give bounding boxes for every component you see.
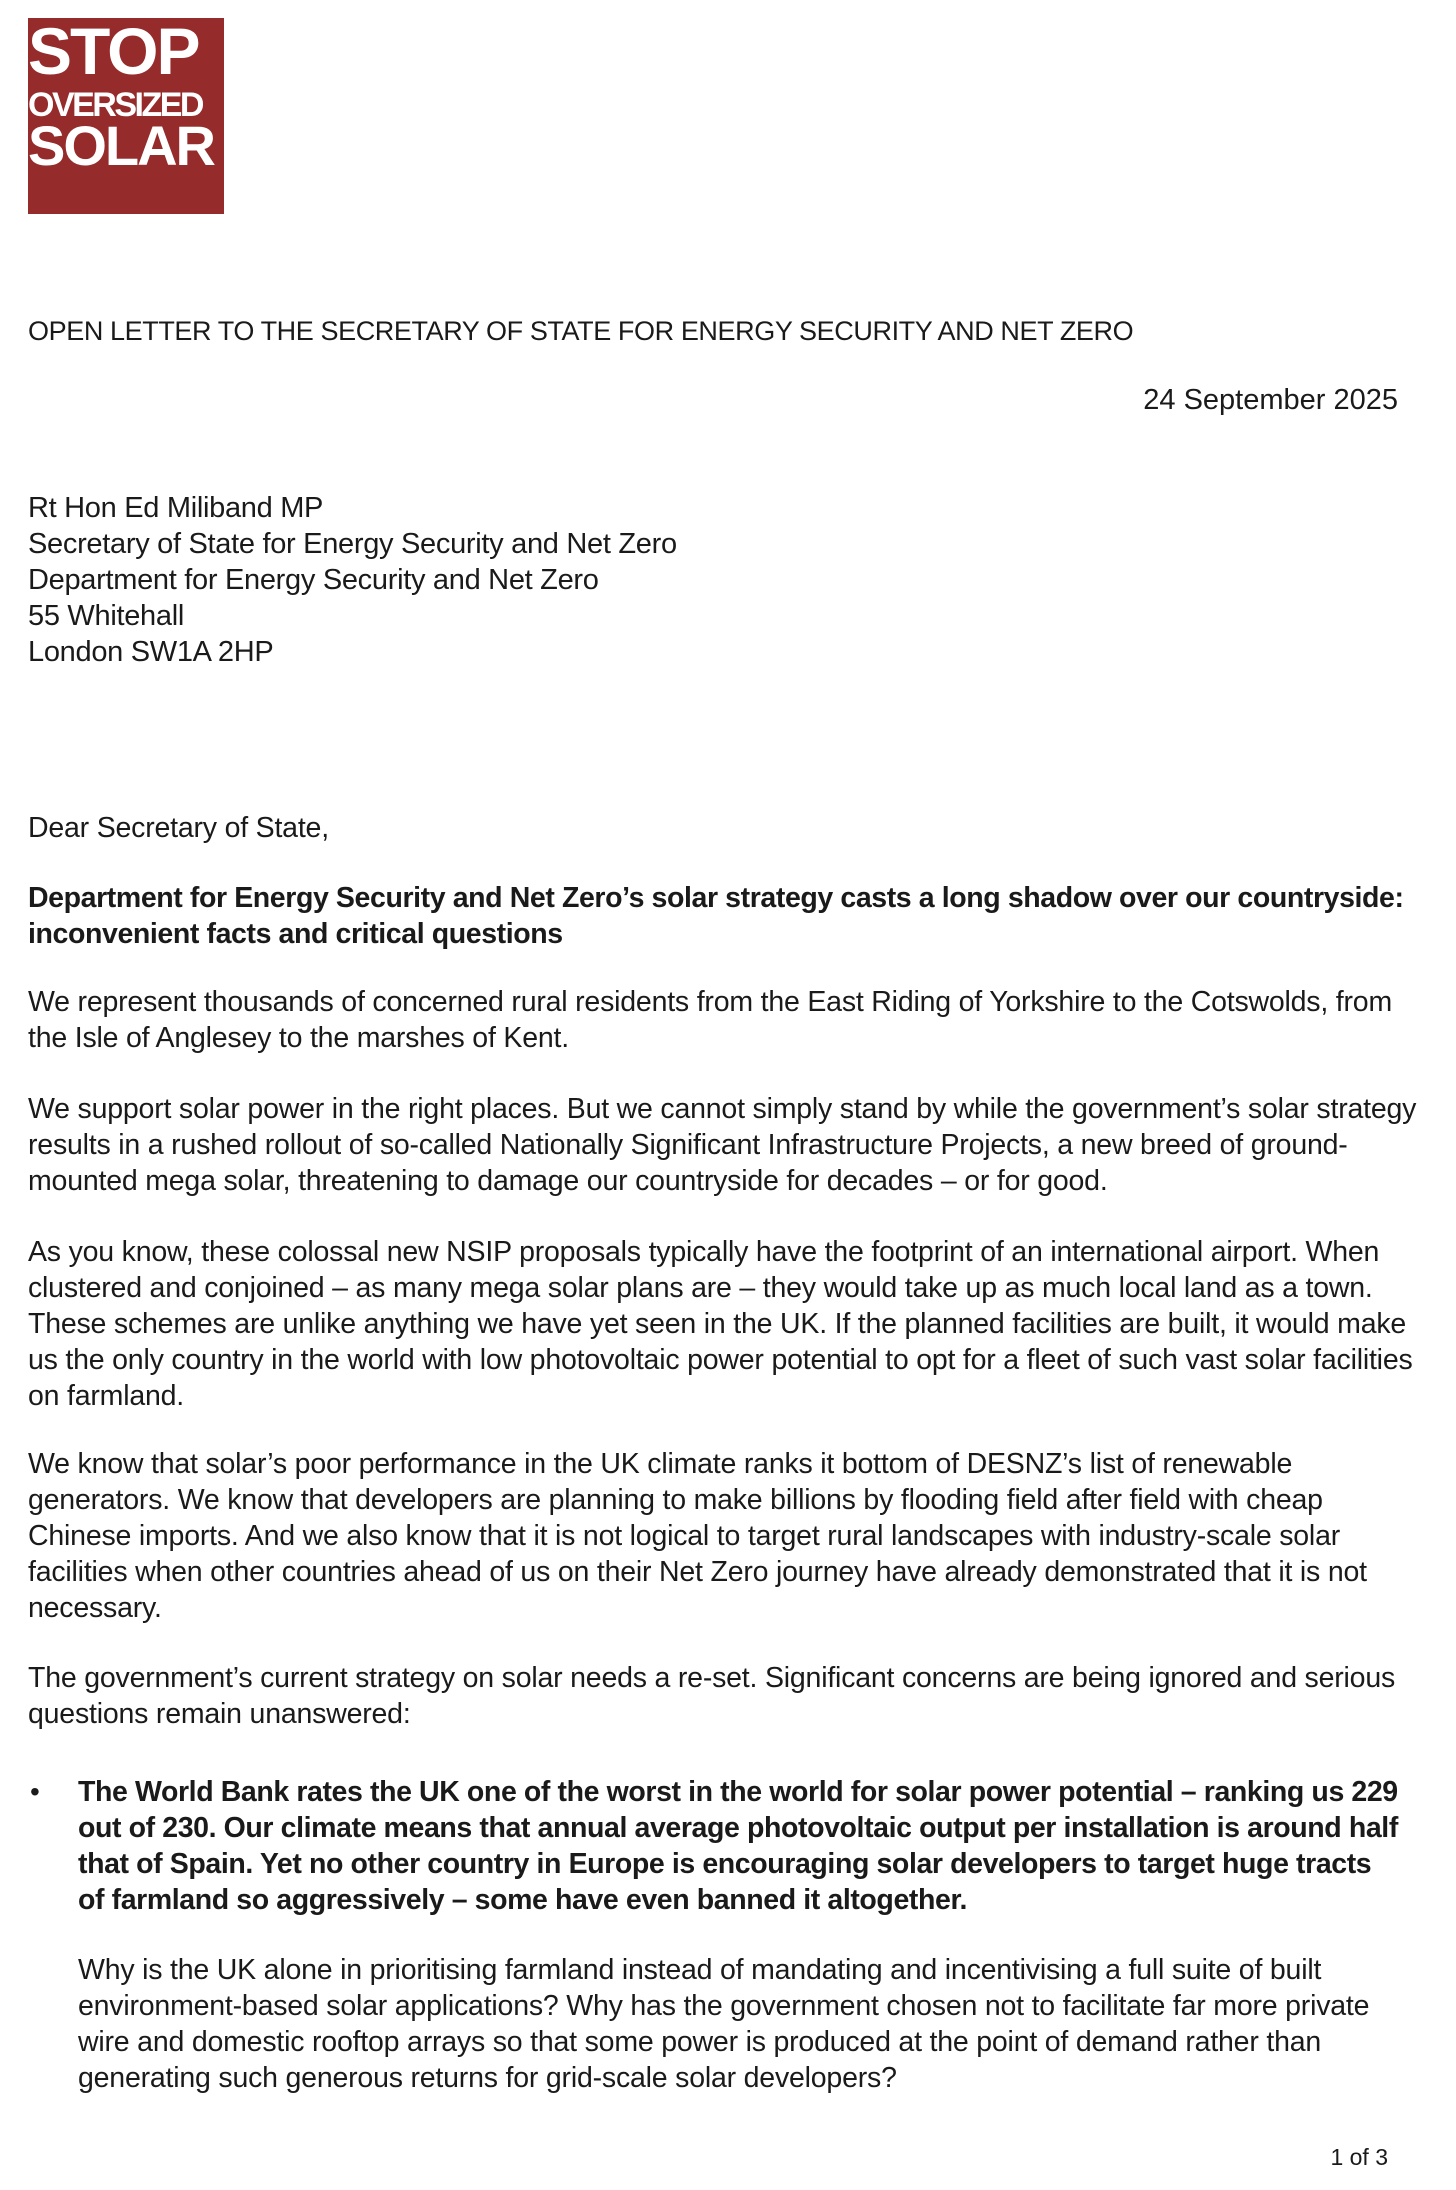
address-line-street: 55 Whitehall: [28, 600, 184, 632]
address-line-name: Rt Hon Ed Miliband MP: [28, 492, 324, 524]
letter-date: 24 September 2025: [1143, 384, 1398, 416]
logo-line-oversized: OVERSIZED: [28, 86, 202, 124]
salutation: Dear Secretary of State,: [28, 812, 329, 844]
paragraph-5: The government’s current strategy on solar needs a re-set. Significant concerns are being ignored and serious questions remain unanswered:: [28, 1662, 1396, 1730]
stop-oversized-solar-logo: [28, 18, 224, 214]
letter-heading: OPEN LETTER TO THE SECRETARY OF STATE FOR ENERGY SECURITY AND NET ZERO: [28, 316, 1134, 346]
recipient-address: [28, 490, 677, 670]
page-number: 1 of 3: [1330, 2144, 1388, 2170]
bullet-marker: •: [30, 1776, 40, 1807]
letter-subject: Department for Energy Security and Net Zero’s solar strategy casts a long shadow over our countryside: inconvenient facts and critical questions: [28, 882, 1404, 950]
paragraph-4: We know that solar’s poor performance in the UK climate ranks it bottom of DESNZ’s list of renewable generators. We know that developers are planning to make billions by flooding field after field with cheap Chinese imports. And we also know that it is not logical to target rural landscapes with industry-scale solar facilities when other countries ahead of us on their Net Zero journey have already demonstrated that it is not necessary.: [28, 1448, 1367, 1624]
logo-line-solar: SOLAR: [28, 114, 214, 177]
logo-line-stop: STOP: [28, 18, 199, 88]
address-line-department: Department for Energy Security and Net Zero: [28, 564, 599, 596]
paragraph-3: As you know, these colossal new NSIP proposals typically have the footprint of an international airport. When clustered and conjoined – as many mega solar plans are – they would take up as much local land as a town. These schemes are unlike anything we have yet seen in the UK. If the planned facilities are built, it would make us the only country in the world with low photovoltaic power potential to opt for a fleet of such vast solar facilities on farmland.: [28, 1236, 1413, 1412]
bullet-bold-text: The World Bank rates the UK one of the worst in the world for solar power potential – ranking us 229 out of 230. Our climate means that annual average photovoltaic output per installation is around half that of Spain. Yet no other country in Europe is encouraging solar developers to target huge tracts of farmland so aggressively – some have even banned it altogether.: [78, 1776, 1398, 1916]
paragraph-2: We support solar power in the right places. But we cannot simply stand by while the government’s solar strategy results in a rushed rollout of so-called Nationally Significant Infrastructure Projects, a new breed of ground-mounted mega solar, threatening to damage our countryside for decades – or for good.: [28, 1093, 1417, 1197]
address-line-title: Secretary of State for Energy Security and Net Zero: [28, 528, 677, 560]
paragraph-1: We represent thousands of concerned rural residents from the East Riding of Yorkshire to the Cotswolds, from the Isle of Anglesey to the marshes of Kent.: [28, 986, 1392, 1054]
bullet-question-text: Why is the UK alone in prioritising farmland instead of mandating and incentivising a full suite of built environment-based solar applications? Why has the government chosen not to facilitate far more private wire and domestic rooftop arrays so that some power is produced at the point of demand rather than generating such generous returns for grid-scale solar developers?: [78, 1954, 1370, 2094]
address-line-city-postcode: London SW1A 2HP: [28, 636, 274, 668]
